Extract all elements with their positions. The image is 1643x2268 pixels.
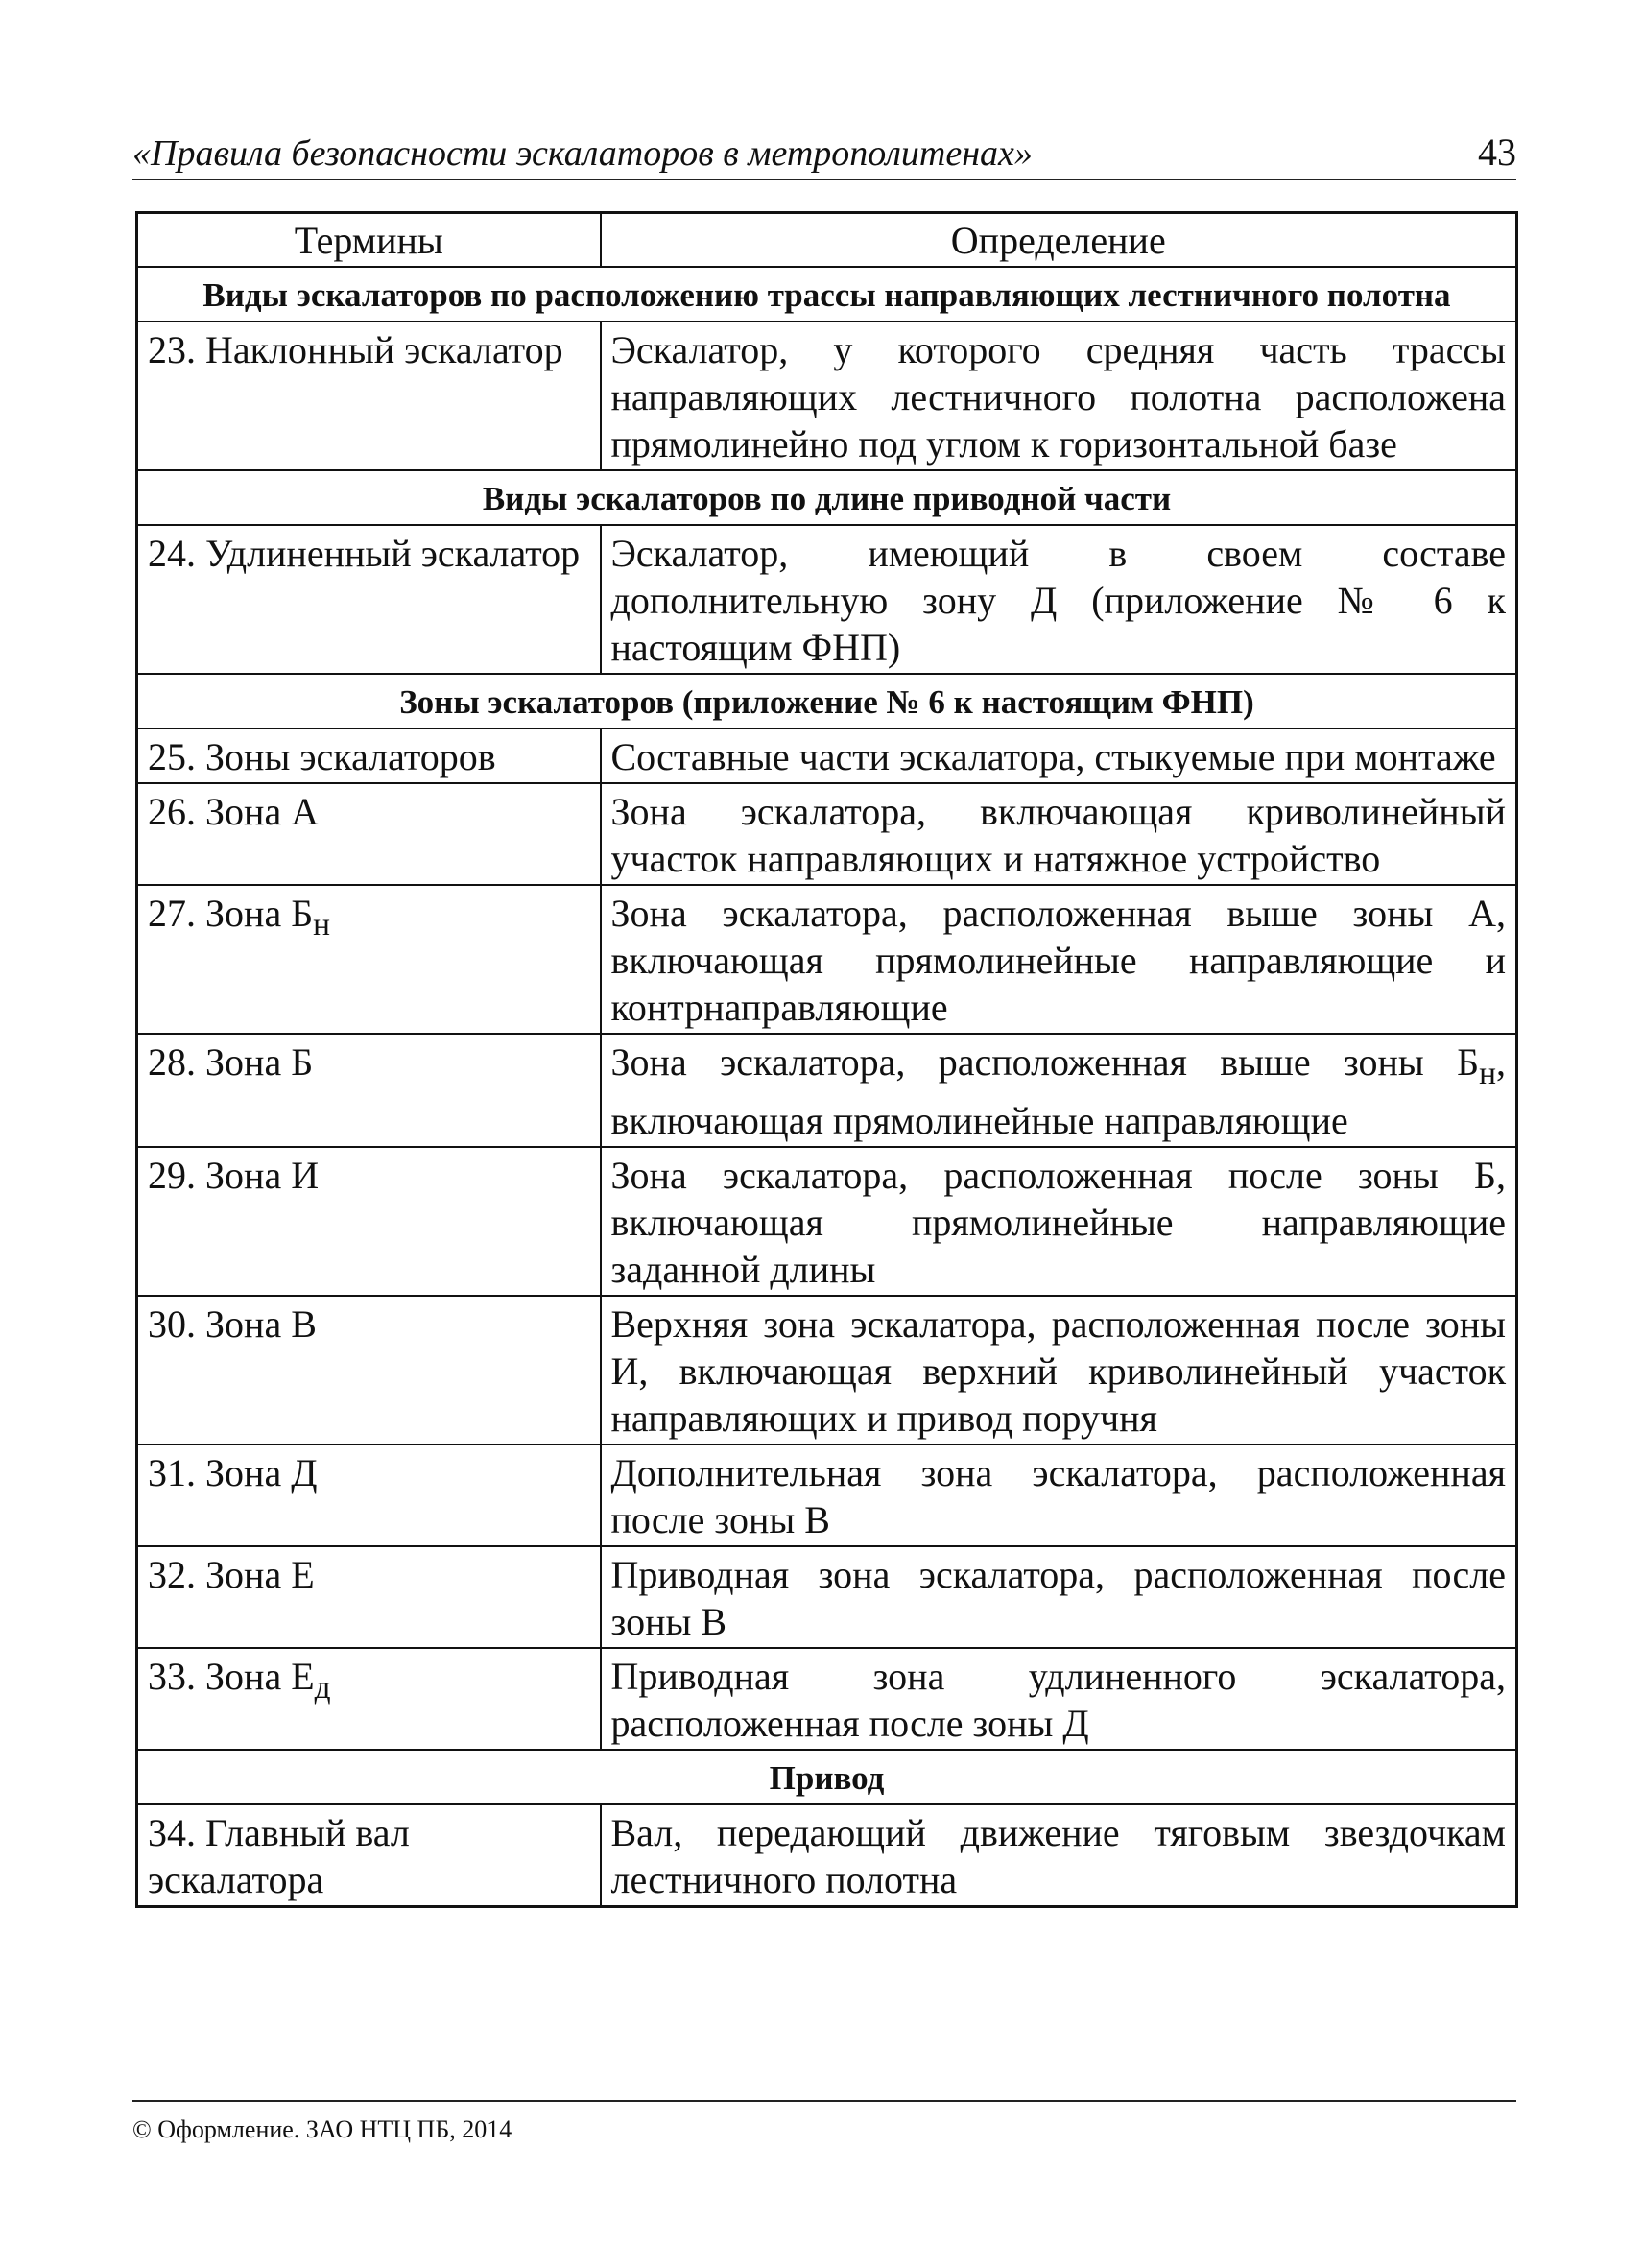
- definition-cell: Эскалатор, имеющий в своем составе дополнительную зону Д (приложение № 6 к настоящим ФНП): [601, 525, 1517, 674]
- term-cell: 24. Удлиненный эскалатор: [137, 525, 601, 674]
- definition-text: Зона эскалатора, расположенная выше зоны Б: [610, 1040, 1480, 1084]
- definition-cell: Приводная зона удлиненного эскалатора, расположенная после зоны Д: [601, 1648, 1517, 1750]
- table-row: [137, 1444, 1517, 1546]
- term-text: 33. Зона Е: [148, 1655, 315, 1698]
- table-row: [137, 783, 1517, 885]
- table-row: [137, 322, 1517, 470]
- term-subscript: н: [313, 907, 331, 943]
- definition-cell: [601, 1034, 1517, 1147]
- definition-text-continued: , включающая прямолинейные направляющие: [610, 1040, 1506, 1142]
- table-row: [137, 885, 1517, 1034]
- definition-cell: Вал, передающий движение тяговым звездочкам лестничного полотна: [601, 1804, 1517, 1907]
- term-cell: 29. Зона И: [137, 1147, 601, 1296]
- definition-cell: Зона эскалатора, включающая криволинейный участок направляющих и натяжное устройство: [601, 783, 1517, 885]
- term-cell: 31. Зона Д: [137, 1444, 601, 1546]
- section-row: [137, 470, 1517, 525]
- table-row: [137, 1804, 1517, 1907]
- section-heading: Зоны эскалаторов (приложение № 6 к настоящим ФНП): [137, 674, 1517, 728]
- term-cell: [137, 1648, 601, 1750]
- page-number: 43: [1478, 131, 1516, 174]
- term-text: 27. Зона Б: [148, 892, 314, 935]
- term-cell: 23. Наклонный эскалатор: [137, 322, 601, 470]
- section-row: [137, 267, 1517, 322]
- section-heading: Привод: [137, 1750, 1517, 1804]
- running-title: «Правила безопасности эскалаторов в метрополитенах»: [132, 133, 1033, 174]
- term-cell: 34. Главный вал эскалатора: [137, 1804, 601, 1907]
- definition-cell: Дополнительная зона эскалатора, расположенная после зоны В: [601, 1444, 1517, 1546]
- term-cell: 26. Зона А: [137, 783, 601, 885]
- table-header-row: [137, 213, 1517, 268]
- term-subscript: д: [314, 1670, 331, 1706]
- table-row: [137, 1546, 1517, 1648]
- column-header-terms: Термины: [137, 213, 601, 268]
- table-row: [137, 1147, 1517, 1296]
- term-cell: 25. Зоны эскалаторов: [137, 728, 601, 783]
- column-header-definition: Определение: [601, 213, 1517, 268]
- table-row: [137, 1034, 1517, 1147]
- table-row: [137, 525, 1517, 674]
- definition-cell: Зона эскалатора, расположенная выше зоны А, включающая прямолинейные направляющие и контрнаправляющие: [601, 885, 1517, 1034]
- term-cell: [137, 885, 601, 1034]
- term-cell: 32. Зона Е: [137, 1546, 601, 1648]
- definition-cell: Приводная зона эскалатора, расположенная после зоны В: [601, 1546, 1517, 1648]
- table-row: [137, 1648, 1517, 1750]
- definition-subscript: н: [1479, 1056, 1496, 1091]
- definition-cell: Составные части эскалатора, стыкуемые при монтаже: [601, 728, 1517, 783]
- definition-cell: Верхняя зона эскалатора, расположенная после зоны И, включающая верхний криволинейный участок направляющих и привод поручня: [601, 1296, 1517, 1444]
- page-footer: [132, 2100, 1516, 2144]
- section-heading: Виды эскалаторов по расположению трассы направляющих лестничного полотна: [137, 267, 1517, 322]
- table-row: [137, 728, 1517, 783]
- term-cell: 28. Зона Б: [137, 1034, 601, 1147]
- section-row: [137, 674, 1517, 728]
- copyright-notice: © Оформление. ЗАО НТЦ ПБ, 2014: [132, 2115, 512, 2143]
- table-row: [137, 1296, 1517, 1444]
- section-row: [137, 1750, 1517, 1804]
- terms-table: [135, 211, 1518, 1908]
- definition-cell: Зона эскалатора, расположенная после зоны Б, включающая прямолинейные направляющие заданной длины: [601, 1147, 1517, 1296]
- page-header: [132, 123, 1516, 180]
- section-heading: Виды эскалаторов по длине приводной части: [137, 470, 1517, 525]
- term-cell: 30. Зона В: [137, 1296, 601, 1444]
- definition-cell: Эскалатор, у которого средняя часть трассы направляющих лестничного полотна расположена прямолинейно под углом к горизонтальной базе: [601, 322, 1517, 470]
